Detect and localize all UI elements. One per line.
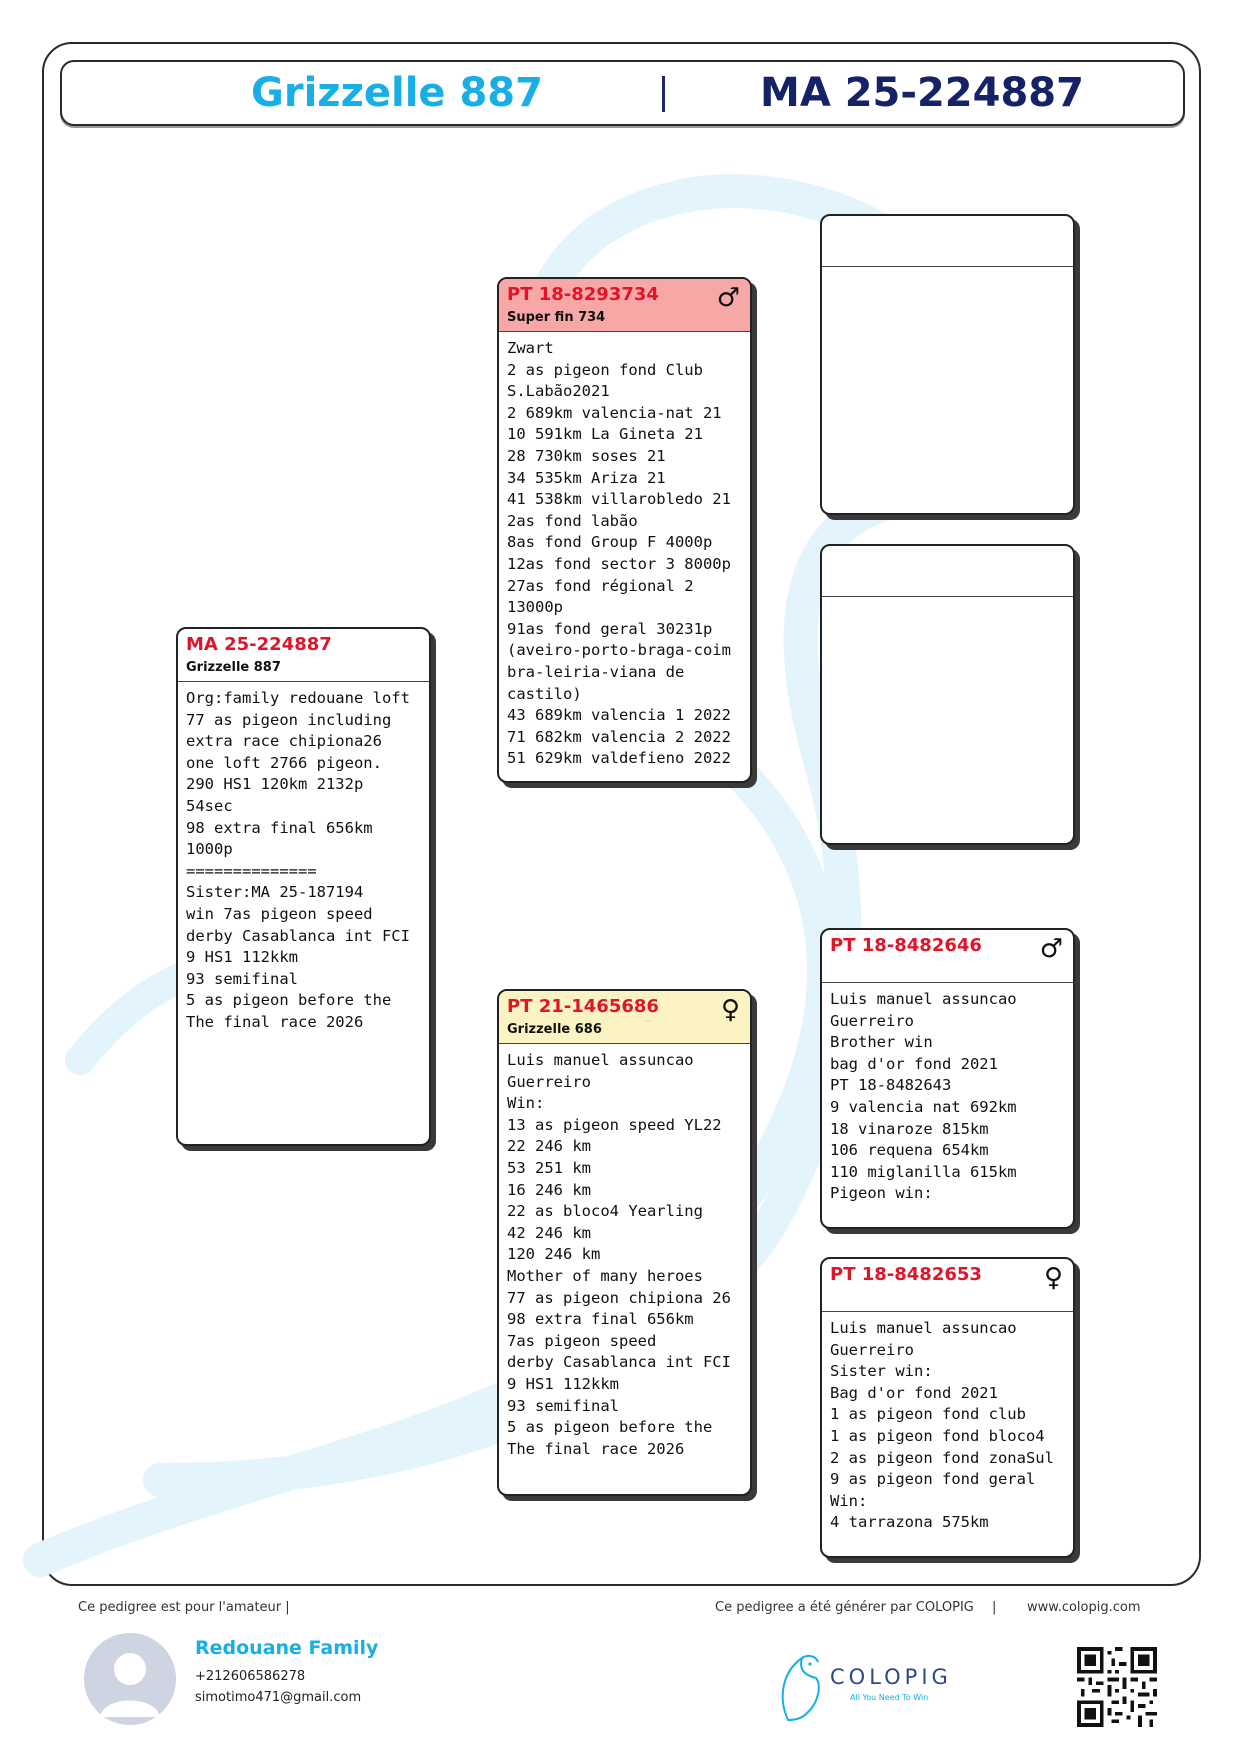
sire-notes: Zwart 2 as pigeon fond Club S.Labão2021 2 689km valencia-nat 21 10 591km La Gineta 21 28 730km soses 21 34 535km Ariza 21 41 538km villarobledo 21 2as fond labão 8as fond Group F 4000p 12as fond sector 3 8000p 27as fond régional 2 13000p 91as fond geral 30231p (aveiro-porto-braga-coim bra-leiria-viana de castilo) 43 689km valencia 1 2022 71 682km valencia 2 2022 51 629km valdefieno 2022: [507, 339, 731, 768]
sire-sire-card-header: [822, 216, 1073, 267]
sire-card: [497, 277, 752, 783]
sire-sire-card: [820, 214, 1075, 515]
footer-generated-text: Ce pedigree a été générer par COLOPIG: [715, 1600, 974, 1615]
footer-generated-label: [715, 1600, 1010, 1615]
dam-sire-ring: PT 18-8482646: [830, 935, 982, 956]
pedigree-header: [60, 60, 1185, 126]
subject-ring: MA 25-224887: [186, 634, 332, 655]
dam-dam-ring: PT 18-8482653: [830, 1264, 982, 1285]
sire-dam-card: [820, 544, 1075, 845]
subject-card-header: [178, 629, 429, 682]
qr-code-icon: [1077, 1647, 1157, 1727]
subject-card: [176, 627, 431, 1146]
sire-name: Super fin 734: [507, 310, 606, 325]
dam-card-header: [499, 991, 750, 1044]
female-icon: ♀: [720, 995, 740, 1025]
dam-dam-card-header: [822, 1259, 1073, 1312]
footer-website-link[interactable]: www.colopig.com: [1027, 1600, 1141, 1615]
avatar: [84, 1633, 176, 1725]
dam-sire-notes: Luis manuel assuncao Guerreiro Brother win bag d'or fond 2021 PT 18-8482643 9 valencia nat 692km 18 vinaroze 815km 106 requena 654km 110 miglanilla 615km Pigeon win:: [830, 990, 1017, 1203]
footer-amateur-label: Ce pedigree est pour l'amateur |: [78, 1600, 290, 1615]
dam-dam-notes: Luis manuel assuncao Guerreiro Sister win: Bag d'or fond 2021 1 as pigeon fond club 1 as pigeon fond bloco4 2 as pigeon fond zonaSul 9 as pigeon fond geral Win: 4 tarrazona 575km: [830, 1319, 1054, 1532]
male-icon: ♂: [1039, 934, 1063, 964]
owner-phone: +212606586278: [195, 1669, 306, 1684]
dam-card: [497, 989, 752, 1496]
owner-name: Redouane Family: [195, 1637, 379, 1659]
dam-dam-card: [820, 1257, 1075, 1558]
subject-name: Grizzelle 887: [186, 660, 281, 675]
male-icon: ♂: [716, 283, 740, 313]
sire-dam-card-header: [822, 546, 1073, 597]
footer-separator: |: [992, 1600, 997, 1615]
subject-notes: Org:family redouane loft 77 as pigeon including extra race chipiona26 one loft 2766 pigeon. 290 HS1 120km 2132p 54sec 98 extra final 656km 1000p ============== Sister:MA 25-187194 win 7as pigeon speed derby Casablanca int FCI 9 HS1 112kkm 93 semifinal 5 as pigeon before the The final race 2026: [186, 689, 410, 1031]
colopig-logo-text: COLOPIG: [830, 1665, 952, 1689]
header-separator: [662, 76, 665, 112]
dam-sire-card: [820, 928, 1075, 1229]
female-icon: ♀: [1043, 1263, 1063, 1293]
owner-email: simotimo471@gmail.com: [195, 1690, 362, 1705]
sire-ring: PT 18-8293734: [507, 284, 659, 305]
sire-card-header: [499, 279, 750, 332]
dam-ring: PT 21-1465686: [507, 996, 659, 1017]
dam-sire-card-header: [822, 930, 1073, 983]
header-ring-number: MA 25-224887: [760, 70, 1084, 116]
colopig-tagline: All You Need To Win: [850, 1693, 929, 1702]
dam-name: Grizzelle 686: [507, 1022, 602, 1037]
dam-notes: Luis manuel assuncao Guerreiro Win: 13 as pigeon speed YL22 22 246 km 53 251 km 16 246 km 22 as bloco4 Yearling 42 246 km 120 246 km Mother of many heroes 77 as pigeon chipiona 26 98 extra final 656km 7as pigeon speed derby Casablanca int FCI 9 HS1 112kkm 93 semifinal 5 as pigeon before the The final race 2026: [507, 1051, 731, 1458]
header-pigeon-name: Grizzelle 887: [251, 70, 543, 116]
